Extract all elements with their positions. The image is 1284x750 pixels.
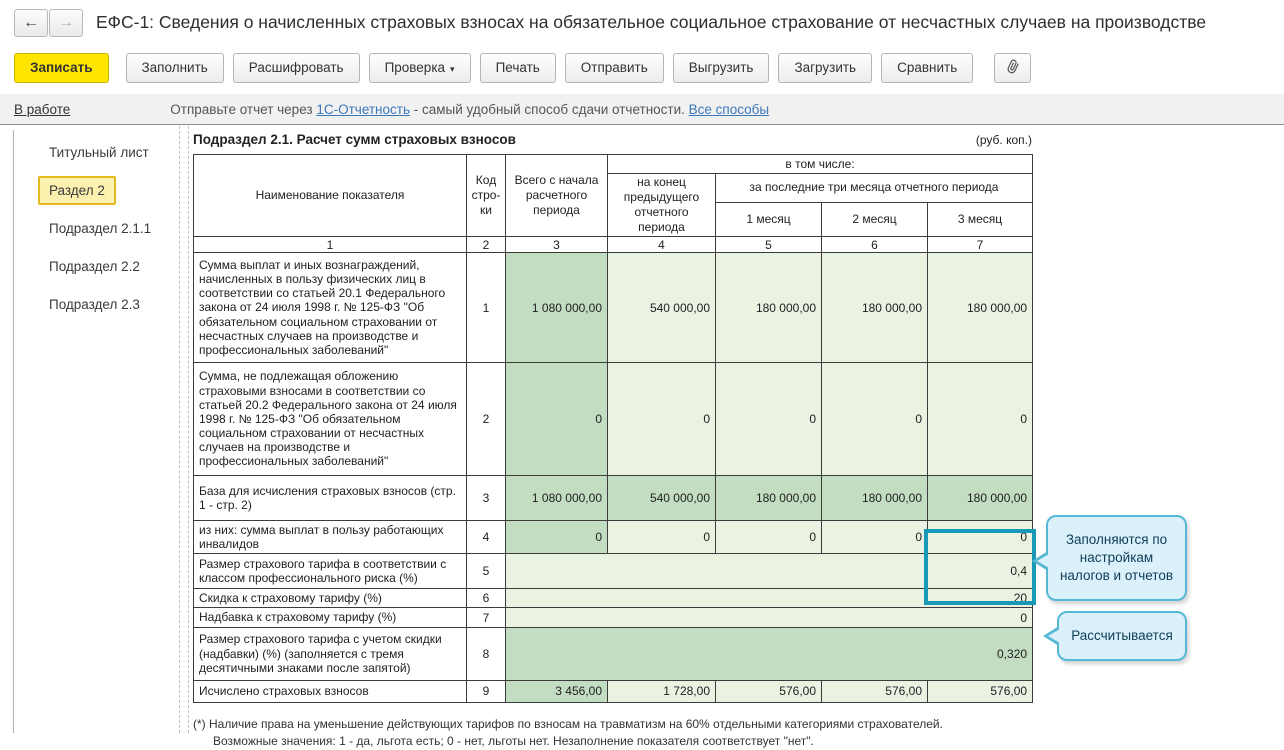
table-row (194, 627, 1033, 680)
row2-month1-cell[interactable]: 0 (716, 363, 822, 476)
toolbar (14, 52, 1031, 83)
paperclip-icon (1005, 63, 1020, 78)
table-row (194, 608, 1033, 627)
row3-month2-cell[interactable]: 180 000,00 (822, 476, 928, 521)
row2-month3-cell[interactable]: 0 (928, 363, 1033, 476)
col-header-prev-period: на конец предыдущего отчетного периода (608, 174, 716, 237)
back-arrow-icon[interactable]: ← (14, 9, 48, 37)
footnote-line-2: Возможные значения: 1 - да, льгота есть; 0 - нет, льготы нет. Незаполнение показателя соответствует "нет". (213, 734, 814, 749)
row2-month2-cell[interactable]: 0 (822, 363, 928, 476)
row1-name: Сумма выплат и иных вознаграждений, начисленных в пользу физических лиц в соответствии со статьей 20.1 Федерального закона от 24 июля 1998 г. № 125-ФЗ "Об обязательном социальном страховании от несчастных случаев на производстве и профессиональных заболеваний" (194, 253, 467, 363)
row7-code: 7 (467, 608, 506, 627)
row1-month3-cell[interactable]: 180 000,00 (928, 253, 1033, 363)
table-row (194, 253, 1033, 363)
col-header-month3: 3 месяц (928, 202, 1033, 237)
row3-prev-cell[interactable]: 540 000,00 (608, 476, 716, 521)
footnote (193, 716, 1043, 750)
status-badge[interactable]: В работе (14, 101, 71, 117)
col-num-6: 6 (822, 237, 928, 253)
row3-code: 3 (467, 476, 506, 521)
row5-code: 5 (467, 554, 506, 589)
col-header-indicator: Наименование показателя (194, 155, 467, 237)
callout-settings (1046, 515, 1187, 601)
col-header-last3months: за последние три месяца отчетного периода (716, 174, 1033, 203)
row4-total-cell[interactable]: 0 (506, 521, 608, 554)
status-message-middle: - самый удобный способ сдачи отчетности. (410, 101, 689, 117)
table-row (194, 589, 1033, 608)
col-num-5: 5 (716, 237, 822, 253)
row9-total-cell[interactable]: 3 456,00 (506, 680, 608, 702)
row6-name: Скидка к страховому тарифу (%) (194, 589, 467, 608)
col-num-3: 3 (506, 237, 608, 253)
table-row (194, 680, 1033, 702)
check-dropdown-button[interactable] (369, 53, 471, 83)
row8-name: Размер страхового тарифа с учетом скидки (надбавки) (%) (заполняется с тремя десятичными знаками после запятой) (194, 627, 467, 680)
col-num-4: 4 (608, 237, 716, 253)
status-bar (0, 94, 1284, 124)
row9-name: Исчислено страховых взносов (194, 680, 467, 702)
subsection-title: Подраздел 2.1. Расчет сумм страховых взносов (193, 132, 516, 147)
row1-month1-cell[interactable]: 180 000,00 (716, 253, 822, 363)
sidebar-item-subsection-2-1-1[interactable]: Подраздел 2.1.1 (49, 221, 152, 236)
callout-calculated (1057, 611, 1187, 661)
sidebar-item-subsection-2-2[interactable]: Подраздел 2.2 (49, 259, 140, 274)
units-label: (руб. коп.) (975, 133, 1032, 147)
row6-code: 6 (467, 589, 506, 608)
table-row (194, 554, 1033, 589)
row4-month3-cell[interactable]: 0 (928, 521, 1033, 554)
table-row (194, 363, 1033, 476)
fill-button[interactable]: Заполнить (126, 53, 224, 83)
window-header (0, 0, 1284, 46)
load-button[interactable]: Загрузить (778, 53, 872, 83)
col-header-month2: 2 месяц (822, 202, 928, 237)
row9-code: 9 (467, 680, 506, 702)
row4-month2-cell[interactable]: 0 (822, 521, 928, 554)
table-row (194, 521, 1033, 554)
row2-prev-cell[interactable]: 0 (608, 363, 716, 476)
row9-prev-cell[interactable]: 1 728,00 (608, 680, 716, 702)
sidebar-item-subsection-2-3[interactable]: Подраздел 2.3 (49, 297, 140, 312)
row1-total-cell[interactable]: 1 080 000,00 (506, 253, 608, 363)
col-header-month1: 1 месяц (716, 202, 822, 237)
send-button[interactable]: Отправить (565, 53, 664, 83)
decipher-button[interactable]: Расшифровать (233, 53, 360, 83)
row8-final-tariff-cell: 0,320 (506, 627, 1033, 680)
callout-calculated-text: Рассчитывается (1071, 627, 1173, 643)
sidebar-item-section-2[interactable]: Раздел 2 (38, 176, 116, 205)
row4-prev-cell[interactable]: 0 (608, 521, 716, 554)
row2-total-cell[interactable]: 0 (506, 363, 608, 476)
col-num-2: 2 (467, 237, 506, 253)
row2-name: Сумма, не подлежащая обложению страховыми взносами в соответствии со статьей 20.2 Федерального закона от 24 июля 1998 г. № 125-ФЗ "Об обязательном социальном страховании от несчастных случаев на производстве и профессиональных заболеваний" (194, 363, 467, 476)
print-button[interactable]: Печать (480, 53, 556, 83)
status-message (170, 102, 769, 117)
callout-settings-text: Заполняются по настройкам налогов и отчетов (1059, 531, 1174, 584)
column-number-row (194, 237, 1033, 253)
row9-month3-cell[interactable]: 576,00 (928, 680, 1033, 702)
row1-month2-cell[interactable]: 180 000,00 (822, 253, 928, 363)
unload-button[interactable]: Выгрузить (673, 53, 770, 83)
callout-arrow-inner (1048, 629, 1060, 643)
row1-prev-cell[interactable]: 540 000,00 (608, 253, 716, 363)
row7-surcharge-cell[interactable]: 0 (506, 608, 1033, 627)
row1-code: 1 (467, 253, 506, 363)
save-button[interactable]: Записать (14, 53, 109, 83)
table-row (194, 476, 1033, 521)
link-all-methods[interactable]: Все способы (688, 101, 770, 117)
callout-arrow-inner (1037, 554, 1049, 568)
link-1c-reporting[interactable]: 1С-Отчетность (316, 101, 410, 117)
splitter-line[interactable] (188, 126, 189, 733)
col-num-1: 1 (194, 237, 467, 253)
row4-code: 4 (467, 521, 506, 554)
row4-name: из них: сумма выплат в пользу работающих инвалидов (194, 521, 467, 554)
row6-discount-cell[interactable]: 20 (506, 589, 1033, 608)
row9-month1-cell[interactable]: 576,00 (716, 680, 822, 702)
splitter-line[interactable] (179, 126, 180, 733)
col-header-including: в том числе: (608, 155, 1033, 174)
row3-total-cell[interactable]: 1 080 000,00 (506, 476, 608, 521)
row3-name: База для исчисления страховых взносов (стр. 1 - стр. 2) (194, 476, 467, 521)
row7-name: Надбавка к страховому тарифу (%) (194, 608, 467, 627)
row2-code: 2 (467, 363, 506, 476)
section-nav-sidebar (13, 130, 177, 733)
row9-month2-cell[interactable]: 576,00 (822, 680, 928, 702)
compare-button[interactable]: Сравнить (881, 53, 973, 83)
subsection-2-1-panel (193, 132, 1053, 750)
row5-name: Размер страхового тарифа в соответствии с классом профессионального риска (%) (194, 554, 467, 589)
col-num-7: 7 (928, 237, 1033, 253)
col-header-total: Всего с начала расчетного периода (506, 155, 608, 237)
row8-code: 8 (467, 627, 506, 680)
chevron-down-icon: ▾ (450, 64, 455, 74)
page-title: ЕФС-1: Сведения о начисленных страховых взносах на обязательное социальное страхование от несчастных случаев на производстве (96, 12, 1207, 32)
contributions-table (193, 154, 1033, 703)
row4-month1-cell[interactable]: 0 (716, 521, 822, 554)
row3-month3-cell[interactable]: 180 000,00 (928, 476, 1033, 521)
forward-arrow-icon: → (49, 9, 83, 37)
status-message-prefix: Отправьте отчет через (170, 101, 317, 117)
attachments-button[interactable] (994, 53, 1031, 83)
col-header-code: Код стро-ки (467, 155, 506, 237)
header-divider (0, 124, 1284, 125)
row5-tariff-cell[interactable]: 0,4 (506, 554, 1033, 589)
footnote-line-1: (*) Наличие права на уменьшение действующих тарифов по взносам на травматизм на 60% отдельными категориями страхователей. (193, 716, 943, 731)
check-label: Проверка (384, 60, 446, 75)
sidebar-item-title-page[interactable]: Титульный лист (49, 145, 149, 160)
row3-month1-cell[interactable]: 180 000,00 (716, 476, 822, 521)
